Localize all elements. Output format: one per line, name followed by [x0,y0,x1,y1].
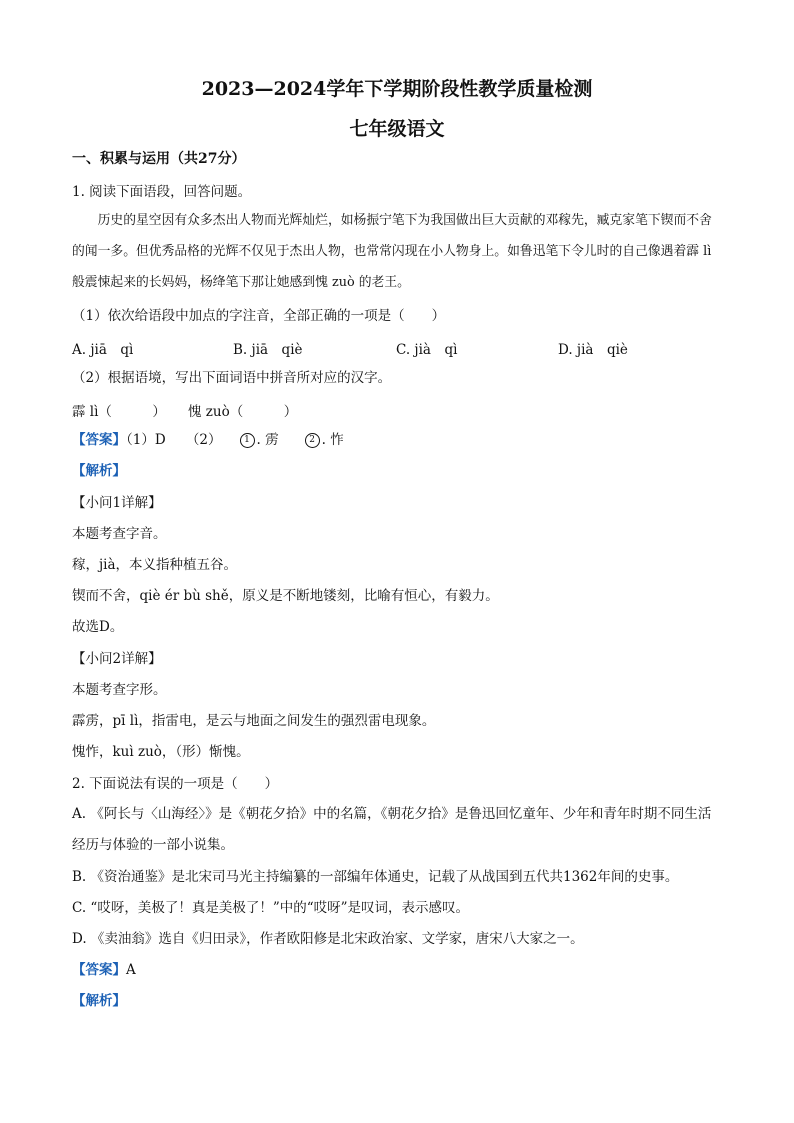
option-a: A. jiā qì [72,342,134,358]
analysis-label: 【解析】 [72,993,126,1009]
section-heading: 一、积累与运用（共27分） [72,151,246,167]
question-2-option-a: A. 《阿长与〈山海经〉》是《朝花夕拾》中的名篇，《朝花夕拾》是鲁迅回忆童年、少年和青年时期不同生活经历与体验的一部小说集。 [72,806,712,853]
detail-2-line: 愧怍，kuì zuò，（形）惭愧。 [72,744,250,760]
answer-char-1: . 雳 [256,432,279,448]
exam-title: 2023—2024学年下学期阶段性教学质量检测 [201,78,593,100]
question-1-sub2: （2）根据语境，写出下面词语中拼音所对应的汉字。 [72,370,392,386]
detail-1-line: 本题考查字音。 [72,526,167,542]
answer-label: 【答案】 [72,962,126,978]
question-1-answer [72,431,344,449]
option-c: C. jià qì [396,342,458,358]
detail-1-line: 锲而不舍，qiè ér bù shě，原义是不断地镂刻，比喻有恒心，有毅力。 [72,588,499,604]
question-2-option-c: C. “哎呀，美极了！真是美极了！”中的“哎呀”是叹词，表示感叹。 [72,900,470,916]
circled-number-2: 2 [305,433,320,448]
option-d: D. jià qiè [558,342,628,358]
question-1-prompt: 1. 阅读下面语段，回答问题。 [72,184,252,200]
answer-text: A [126,962,136,978]
detail-2-line: 本题考查字形。 [72,682,167,698]
question-2-option-b: B. 《资治通鉴》是北宋司马光主持编纂的一部编年体通史，记载了从战国到五代共1362年间的史事。 [72,869,679,885]
answer-char-2: . 怍 [321,432,344,448]
exam-subtitle: 七年级语文 [349,118,445,140]
fill-blank-2: 愧 zuò（ ） [188,404,298,420]
question-2-answer [72,961,136,979]
detail-1-line: 故选D。 [72,619,124,635]
detail-1-label: 【小问1详解】 [72,495,162,511]
question-1-sub1: （1）依次给语段中加点的字注音，全部正确的一项是（ ） [72,308,446,324]
answer-label: 【答案】 [72,432,126,448]
question-1-passage: 历史的星空因有众多杰出人物而光辉灿烂，如杨振宁笔下为我国做出巨大贡献的邓稼先，臧克家笔下锲而不舍的闻一多。但优秀品格的光辉不仅见于杰出人物，也常常闪现在小人物身上。如鲁迅笔下令儿时的自己像遇着霹 lì 般震悚起来的长妈妈，杨绛笔下那让她感到愧 zuò 的老王。 [72,213,712,290]
fill-blank-1: 霹 lì（ ） [72,404,166,420]
detail-1-line: 稼，jià，本义指种植五谷。 [72,557,238,573]
analysis-label: 【解析】 [72,463,126,479]
option-b: B. jiā qiè [233,342,303,358]
detail-2-label: 【小问2详解】 [72,651,162,667]
answer-text: （1）D （2） [126,432,222,448]
question-2-option-d: D. 《卖油翁》选自《归田录》，作者欧阳修是北宋政治家、文学家，唐宋八大家之一。 [72,931,584,947]
question-2-prompt: 2. 下面说法有误的一项是（ ） [72,776,279,792]
circled-number-1: 1 [240,433,255,448]
detail-2-line: 霹雳，pī lì，指雷电，是云与地面之间发生的强烈雷电现象。 [72,713,436,729]
